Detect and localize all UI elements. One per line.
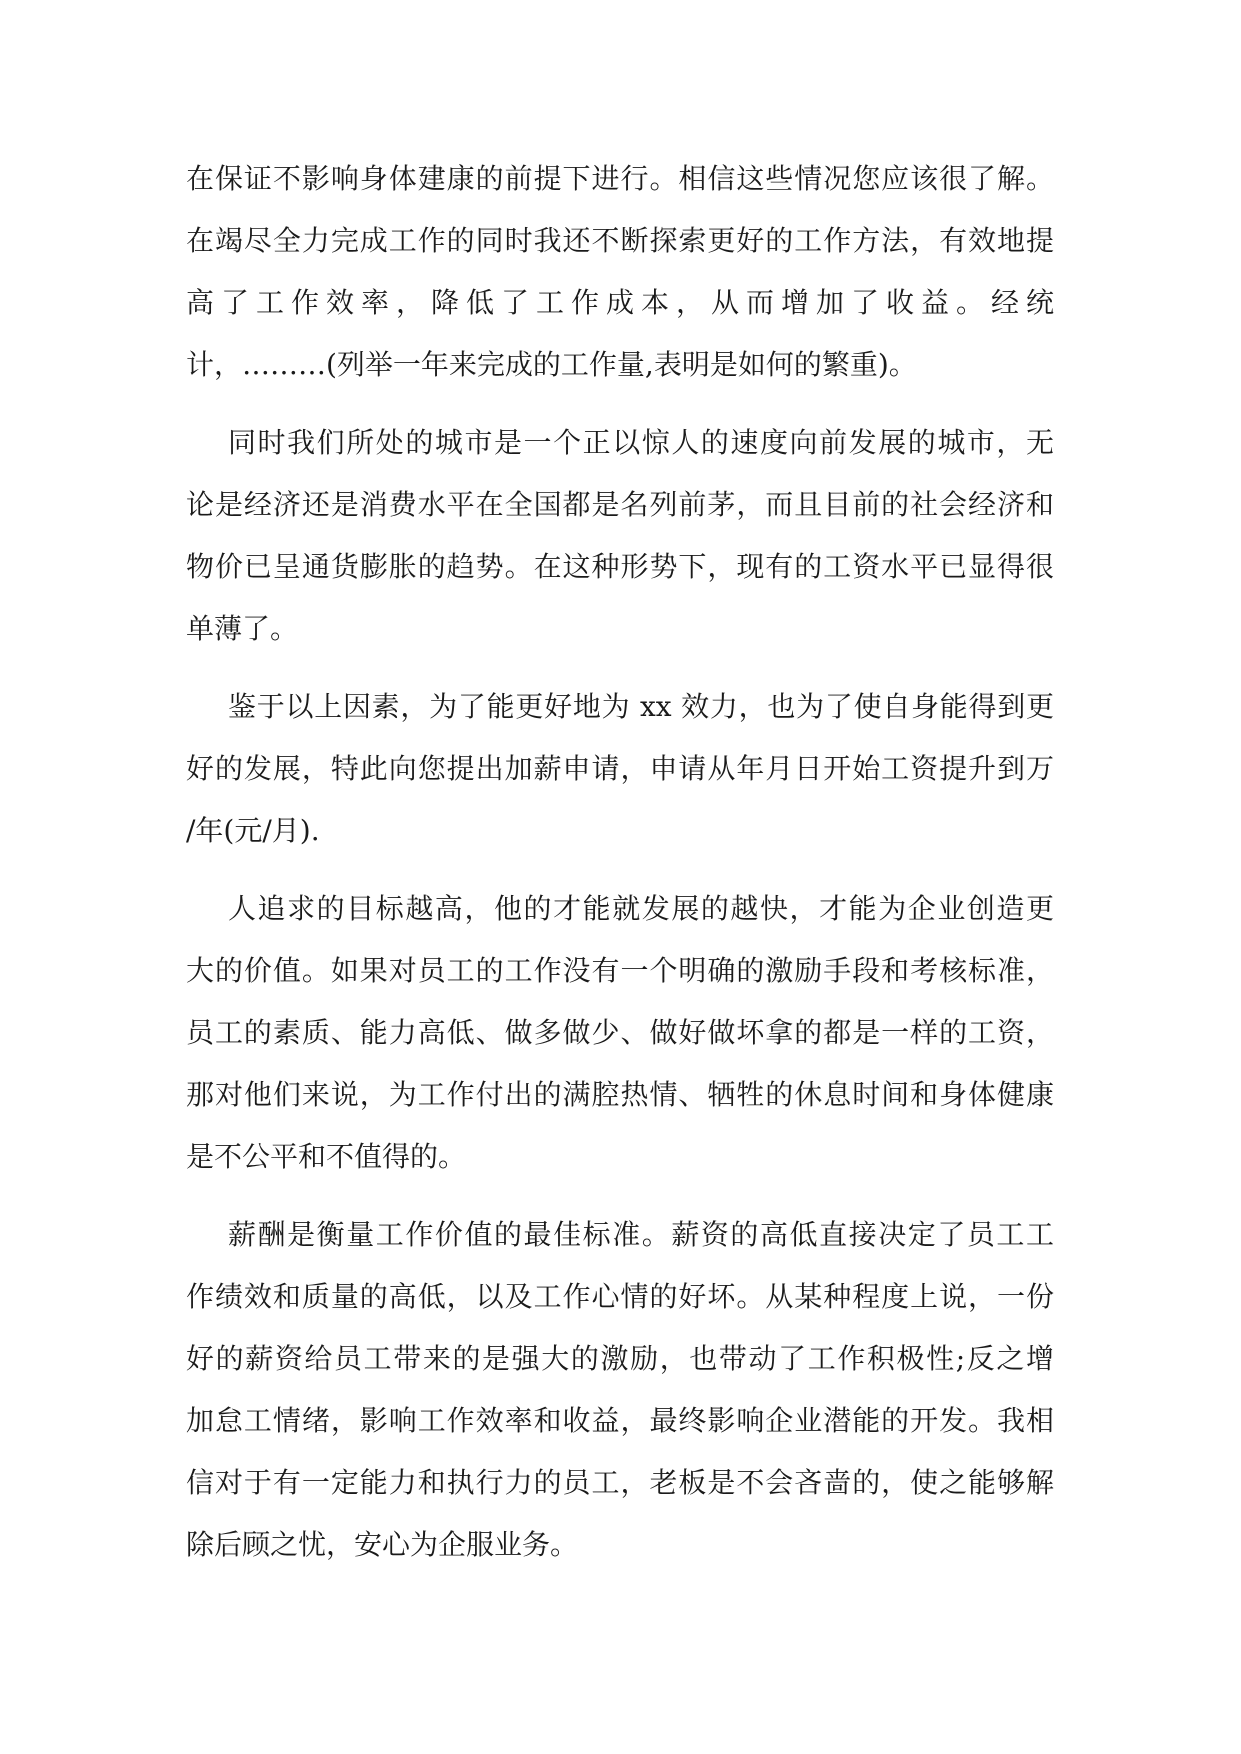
- paragraph-line: 员工的素质、能力高低、做多做少、做好做坏拿的都是一样的工资，: [186, 1016, 1054, 1049]
- paragraph-line: 在竭尽全力完成工作的同时我还不断探索更好的工作方法，有效地提: [186, 224, 1054, 257]
- paragraph-line: 计，………(列举一年来完成的工作量,表明是如何的繁重)。: [186, 348, 917, 381]
- paragraph-line: 作绩效和质量的高低，以及工作心情的好坏。从某种程度上说，一份: [186, 1280, 1054, 1313]
- paragraph-line: 大的价值。如果对员工的工作没有一个明确的激励手段和考核标准，: [186, 954, 1054, 987]
- paragraph-line: 物价已呈通货膨胀的趋势。在这种形势下，现有的工资水平已显得很: [186, 550, 1054, 583]
- paragraph-line: 在保证不影响身体建康的前提下进行。相信这些情况您应该很了解。: [186, 162, 1054, 195]
- paragraph-line: 薪酬是衡量工作价值的最佳标准。薪资的高低直接决定了员工工: [228, 1218, 1054, 1251]
- paragraph-line: 鉴于以上因素，为了能更好地为 xx 效力，也为了使自身能得到更: [228, 690, 1054, 723]
- paragraph-line: 是不公平和不值得的。: [186, 1140, 467, 1173]
- paragraph-line: 好的发展，特此向您提出加薪申请，申请从年月日开始工资提升到万: [186, 752, 1054, 785]
- paragraph-spacing: [186, 1188, 1054, 1204]
- paragraph-5: [186, 1204, 1054, 1576]
- paragraph-line: 高了工作效率，降低了工作成本，从而增加了收益。经统: [186, 286, 1054, 319]
- paragraph-line: 论是经济还是消费水平在全国都是名列前茅，而且目前的社会经济和: [186, 488, 1054, 521]
- paragraph-spacing: [186, 862, 1054, 878]
- paragraph-spacing: [186, 660, 1054, 676]
- paragraph-1: [186, 148, 1054, 396]
- paragraph-line: 单薄了。: [186, 612, 299, 645]
- paragraph-line: 加怠工情绪，影响工作效率和收益，最终影响企业潜能的开发。我相: [186, 1404, 1054, 1437]
- paragraph-3: [186, 676, 1054, 862]
- paragraph-spacing: [186, 396, 1054, 412]
- paragraph-4: [186, 878, 1054, 1188]
- paragraph-line: 好的薪资给员工带来的是强大的激励，也带动了工作积极性;反之增: [186, 1342, 1054, 1375]
- paragraph-2: [186, 412, 1054, 660]
- paragraph-line: 信对于有一定能力和执行力的员工，老板是不会吝啬的，使之能够解: [186, 1466, 1054, 1499]
- paragraph-line: 除后顾之忧，安心为企服业务。: [186, 1528, 579, 1561]
- paragraph-line: 同时我们所处的城市是一个正以惊人的速度向前发展的城市，无: [228, 426, 1054, 459]
- paragraph-line: /年(元/月).: [186, 814, 320, 847]
- paragraph-line: 人追求的目标越高，他的才能就发展的越快，才能为企业创造更: [228, 892, 1054, 925]
- paragraph-line: 那对他们来说，为工作付出的满腔热情、牺牲的休息时间和身体健康: [186, 1078, 1054, 1111]
- document-body: [186, 148, 1054, 1576]
